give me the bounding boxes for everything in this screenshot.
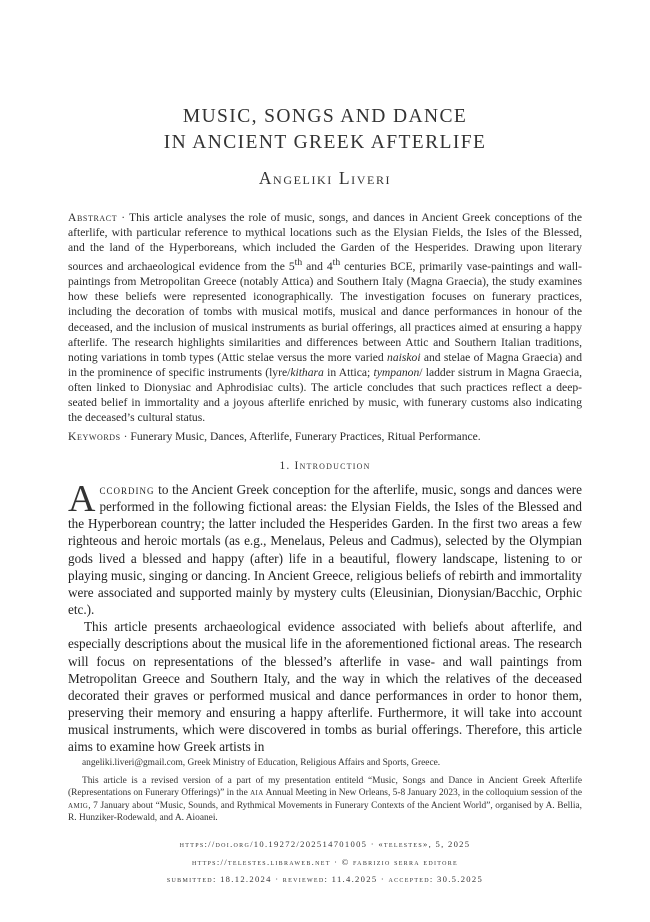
body-paragraph-2: This article presents archaeological evidence associated with beliefs about afterlife, and especially descriptions about the musical life in the aforementioned fictional areas. The research will focus on representations of the blessed’s afterlife in vase- and wall paintings from Metropolitan Greece and Southern Italy, and the way in which the relatives of the deceased decorated their graves or performed musical and dance performances in order to honor them, preserving their memory and ensuring a happy afterlife. Furthermore, it will take into account musical instruments, which were discovered in tombs as burial offerings. Therefore, this article aims to examine how Greek artists in (68, 619, 582, 755)
drop-cap: A (68, 478, 96, 520)
abstract-text-1: This article analyses the role of music, songs, and dances in Ancient Greek conceptions of the afterlife, with particular reference to mythical locations such as the Elysian Fields, the Isles of the Blessed, and the land of the Hyperboreans, which included the Garden of the Hesperides. Drawing upon literary sources and archaeological evidence from the 5 (68, 211, 582, 274)
abstract-superscript-2: th (332, 257, 341, 269)
footnote-text-b: Annual Meeting in New Orleans, 5-8 January 2023, in the colloquium session of the (263, 788, 582, 799)
keywords-separator: · (120, 430, 131, 443)
footnote-amig: amig (68, 800, 89, 811)
body-text (68, 478, 582, 756)
abstract-italic-kithara: kithara (290, 365, 324, 379)
section-heading: 1. Introduction (279, 460, 371, 472)
abstract-text-5: in Attica; (323, 365, 374, 379)
abstract-italic-tympanon: tympanon (373, 365, 420, 379)
footnote-aia: aia (250, 788, 264, 799)
keywords-label: Keywords (68, 430, 121, 443)
abstract-text-6: / ladder sistrum in Magna Graecia, often linked to Dionysiac and Aphrodisiac cults). The article concludes that such practices reflect a deep-seated belief in immortality and a joyous afterlife enriched by music, with funerary customs also indicating the deceased’s cultural status. (68, 365, 582, 425)
article-title-line-2: IN ANCIENT GREEK AFTERLIFE (163, 132, 487, 153)
keywords (68, 429, 582, 444)
abstract-text-4: and stelae of Magna Graecia) and in the prominence of specific instruments (lyre/ (68, 350, 582, 379)
lead-small-caps: ccording (99, 482, 155, 497)
abstract-separator: · (117, 211, 130, 224)
abstract-text-3: centuries BCE, primarily vase-paintings and wall-paintings from Metropolitan Greece (notably Attica) and Southern Italy (Magna Graecia), the study examines how these beliefs were represented iconographically. The investigation focuses on funerary practices, including the decoration of tombs with musical motifs, musical and dance performances in honour of the deceased, and the inclusion of musical instruments as burial offerings, all practices aimed at ensuring a happy afterlife. The research highlights similarities and differences between Attic and Southern Italian traditions, noting variations in tomb types (Attic stelae versus the more varied (68, 260, 583, 364)
publisher-line: https://telestes.libraweb.net · © fabrizio serra editore (191, 857, 459, 867)
footnote-text-c: , 7 January about “Music, Sounds, and Rythmical Movements in Funerary Contexts of the Ancient World”, organised by A. Bellia, R. Hunziker-Rodewald, and A. Aioanei. (68, 800, 582, 824)
abstract-label: Abstract (68, 211, 118, 224)
abstract (68, 210, 582, 425)
doi-line: https://doi.org/10.19272/202514701005 · «telestes», 5, 2025 (179, 839, 471, 849)
article-title-line-1: MUSIC, SONGS AND DANCE (182, 106, 468, 127)
author-name: Angeliki Liveri (258, 168, 392, 188)
abstract-italic-naiskoi: naiskoi (387, 350, 421, 364)
abstract-text-2: and 4 (302, 260, 333, 274)
footnote-contact: angeliki.liveri@gmail.com, Greek Ministry of Education, Religious Affairs and Sports, Greece. (82, 758, 441, 768)
body-paragraph-1 (68, 478, 582, 618)
footnote-text-a: This article is a revised version of a part of my presentation entiteld “Music, Songs and Dance in Ancient Greek Afterlife (Representations on Funerary Offerings)” in the (68, 776, 582, 799)
paragraph-1-text: to the Ancient Greek conception for the afterlife, music, songs and dances were performed in the following fictional areas: the Elysian Fields, the Isles of the Blessed and the Hyperborean country; the latter included the Hesperides Garden. In the first two areas a few righteous and heroic mortals (as e.g., Menelaus, Peleus and Cadmus), selected by the Olympian gods lived a blessed and happy (after) life in a beautiful, flowery landscape, listening to or playing music, singing or dancing. In Ancient Greece, religious beliefs of rebirth and immortality were associated and supported mainly by mystery cults (Eleusinian, Dionysian/Bacchic, Orphic etc.). (68, 482, 582, 618)
dates-line: submitted: 18.12.2024 · reviewed: 11.4.2025 · accepted: 30.5.2025 (166, 874, 484, 884)
keywords-text: Funerary Music, Dances, Afterlife, Funerary Practices, Ritual Performance. (130, 430, 481, 443)
abstract-superscript-1: th (294, 257, 303, 269)
footnote-revision (68, 775, 582, 825)
